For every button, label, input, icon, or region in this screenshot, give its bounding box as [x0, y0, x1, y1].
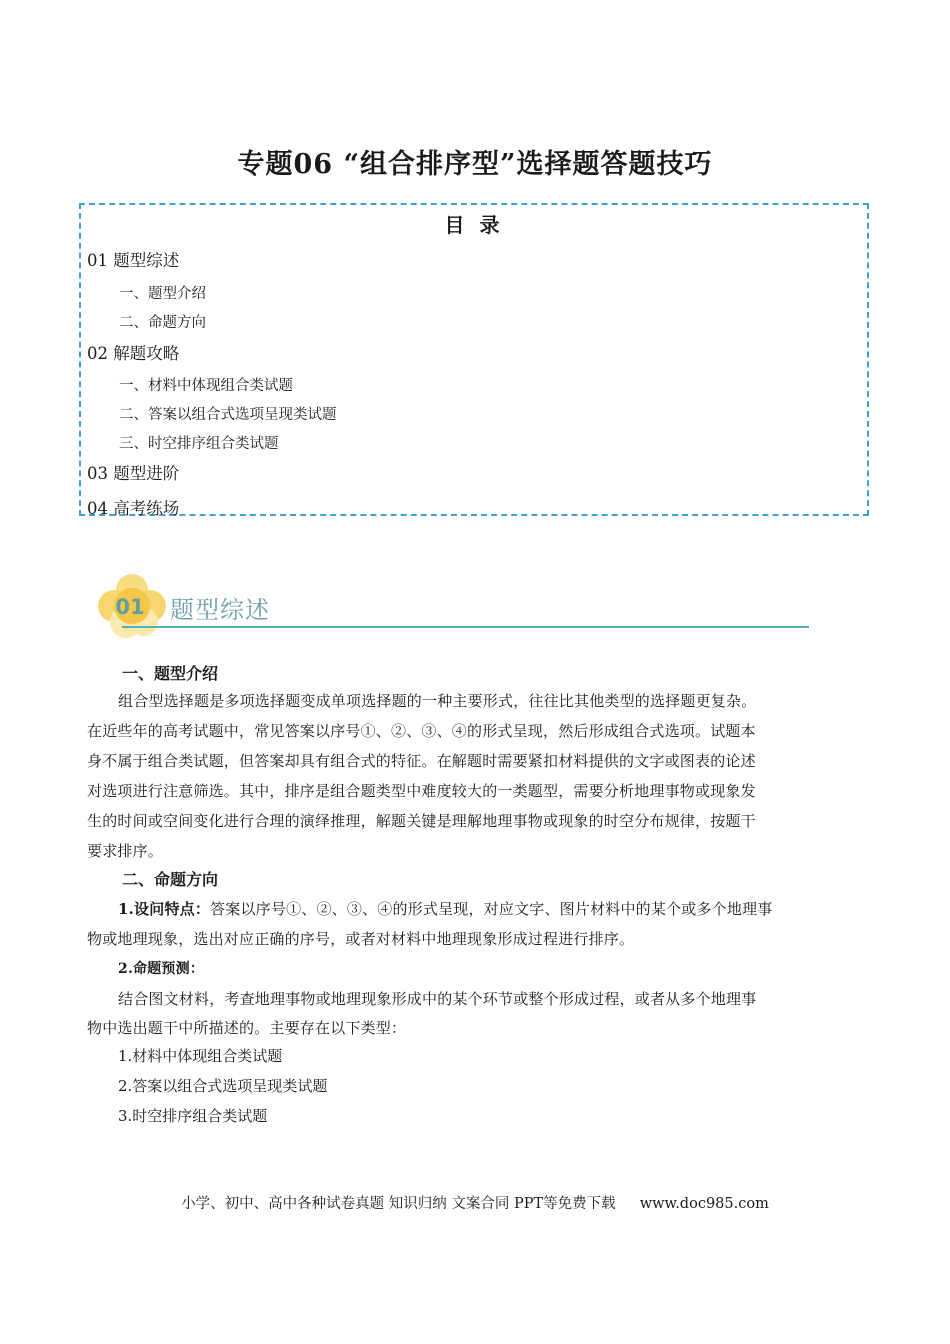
paragraph-line: 物中选出题干中所描述的。主要存在以下类型：: [87, 1019, 407, 1037]
paragraph-line: 组合型选择题是多项选择题变成单项选择题的一种主要形式，往往比其他类型的选择题更复杂。: [118, 692, 757, 710]
paragraph-line: 生的时间或空间变化进行合理的演绎推理，解题关键是理解地理事物或现象的时空分布规律，按题干: [87, 812, 756, 830]
flower-badge-icon: [92, 572, 172, 642]
paragraph-line: 物或地理现象，选出对应正确的序号，或者对材料中地理现象形成过程进行排序。: [87, 930, 635, 948]
toc-subitem[interactable]: 一、材料中体现组合类试题: [119, 378, 293, 394]
toc-item-01[interactable]: 01 题型综述: [87, 251, 180, 270]
footer-link[interactable]: www.doc985.com: [639, 1196, 769, 1212]
toc-subitem[interactable]: 二、命题方向: [119, 315, 206, 331]
paragraph-line: 要求排序。: [87, 842, 164, 860]
section-title: 题型综述: [170, 596, 270, 624]
list-item: 1.材料中体现组合类试题: [118, 1047, 283, 1065]
toc-item-03[interactable]: 03 题型进阶: [87, 464, 180, 483]
feature-text: 答案以序号①、②、③、④的形式呈现，对应文字、图片材料中的某个或多个地理事: [210, 900, 773, 918]
table-of-contents: [79, 203, 869, 516]
toc-item-04[interactable]: 04 高考练场: [87, 499, 180, 518]
toc-subitem[interactable]: 二、答案以组合式选项呈现类试题: [119, 407, 337, 423]
paragraph-line: [118, 898, 772, 919]
page-title: 专题06 “组合排序型”选择题答题技巧: [237, 149, 713, 180]
section-number: 01: [115, 595, 145, 619]
prediction-label: 2.命题预测：: [118, 961, 205, 977]
section-banner: [92, 572, 812, 644]
feature-label: 1.设问特点：: [118, 900, 211, 918]
paragraph-line: 在近些年的高考试题中，常见答案以序号①、②、③、④的形式呈现，然后形成组合式选项。试题本: [87, 722, 756, 740]
list-item: 3.时空排序组合类试题: [118, 1107, 268, 1125]
intro-heading: 一、题型介绍: [122, 664, 219, 683]
paragraph-line: 身不属于组合类试题，但答案却具有组合式的特征。在解题时需要紧扣材料提供的文字或图表的论述: [87, 752, 756, 770]
toc-item-02[interactable]: 02 解题攻略: [87, 344, 180, 363]
list-item: 2.答案以组合式选项呈现类试题: [118, 1077, 328, 1095]
toc-subitem[interactable]: 三、时空排序组合类试题: [119, 436, 279, 452]
paragraph-line: 结合图文材料，考查地理事物或地理现象形成中的某个环节或整个形成过程，或者从多个地理事: [118, 990, 757, 1008]
paragraph-line: 对选项进行注意筛选。其中，排序是组合题类型中难度较大的一类题型，需要分析地理事物或现象发: [87, 782, 756, 800]
section-divider: [122, 626, 809, 628]
page-footer: [0, 1192, 950, 1213]
toc-subitem[interactable]: 一、题型介绍: [119, 286, 206, 302]
toc-heading: 目 录: [444, 213, 504, 237]
footer-text: 小学、初中、高中各种试卷真题 知识归纳 文案合同 PPT等免费下载: [181, 1196, 616, 1212]
direction-heading: 二、命题方向: [122, 870, 219, 889]
